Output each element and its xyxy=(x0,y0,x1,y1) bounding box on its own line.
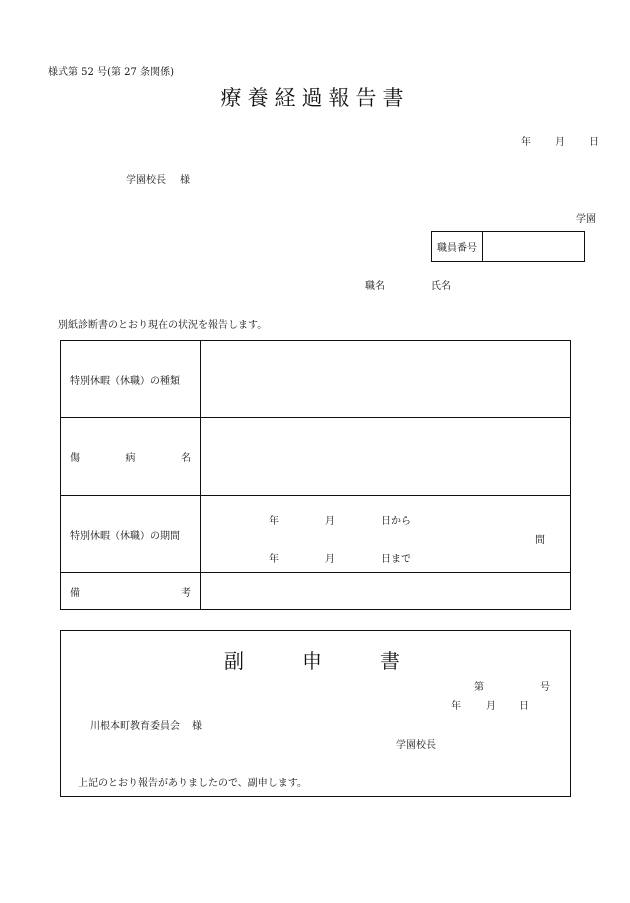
period-label: 特別休暇（休職）の期間 xyxy=(61,496,201,572)
name-label: 氏名 xyxy=(431,281,451,292)
period-field[interactable] xyxy=(201,496,570,572)
disease-label-char: 病 xyxy=(125,453,136,464)
period-from-month: 月 xyxy=(325,516,335,527)
vice-report-box xyxy=(60,630,571,797)
disease-label xyxy=(61,418,201,495)
table-row-period xyxy=(61,496,570,573)
period-duration: 間 xyxy=(535,535,545,546)
period-to-day: 日まで xyxy=(381,554,411,565)
disease-label-char: 傷 xyxy=(70,453,80,464)
report-table xyxy=(60,340,571,610)
disease-field[interactable] xyxy=(201,418,570,495)
vice-from: 学園校長 xyxy=(396,740,436,751)
school-name-label: 学園 xyxy=(576,214,596,225)
remarks-label-char: 備 xyxy=(70,588,80,599)
vice-number-suffix: 号 xyxy=(540,682,550,693)
remarks-label xyxy=(61,573,201,610)
addressee xyxy=(126,171,190,186)
date-day: 日 xyxy=(589,137,599,148)
vice-addressee xyxy=(90,717,202,732)
staff-number-box xyxy=(431,231,585,262)
remarks-label-char: 考 xyxy=(181,588,191,599)
leave-type-label: 特別休暇（休職）の種類 xyxy=(61,341,201,417)
vice-statement: 上記のとおり報告がありましたので、副申します。 xyxy=(78,778,307,789)
addressee-honorific: 様 xyxy=(180,175,190,186)
page-title: 療養経過報告書 xyxy=(220,86,410,110)
period-to-month: 月 xyxy=(325,554,335,565)
intro-text: 別紙診断書のとおり現在の状況を報告します。 xyxy=(58,320,268,331)
vice-addressee-honorific: 様 xyxy=(192,721,202,732)
table-row-disease xyxy=(61,418,570,496)
table-row-leave-type xyxy=(61,341,570,418)
date-month: 月 xyxy=(555,137,565,148)
vice-date-year: 年 xyxy=(451,701,461,712)
vice-title-char: 書 xyxy=(380,649,400,673)
form-code: 様式第 52 号(第 27 条関係) xyxy=(48,67,174,78)
vice-title-char: 申 xyxy=(302,649,322,673)
leave-type-field[interactable] xyxy=(201,341,570,417)
table-row-remarks xyxy=(61,573,570,610)
vice-date-month: 月 xyxy=(486,701,496,712)
period-to-year: 年 xyxy=(269,554,279,565)
job-title-label: 職名 xyxy=(365,281,385,292)
vice-date-day: 日 xyxy=(519,701,529,712)
period-from-day: 日から xyxy=(381,516,411,527)
addressee-name: 学園校長 xyxy=(126,175,166,186)
staff-number-field[interactable] xyxy=(483,232,584,261)
remarks-field[interactable] xyxy=(201,573,570,610)
period-from-year: 年 xyxy=(269,516,279,527)
date-year: 年 xyxy=(521,137,531,148)
disease-label-char: 名 xyxy=(181,453,191,464)
staff-number-label: 職員番号 xyxy=(432,232,483,261)
vice-addressee-name: 川根本町教育委員会 xyxy=(90,721,180,732)
vice-title-char: 副 xyxy=(224,649,244,673)
vice-number-prefix: 第 xyxy=(474,682,484,693)
